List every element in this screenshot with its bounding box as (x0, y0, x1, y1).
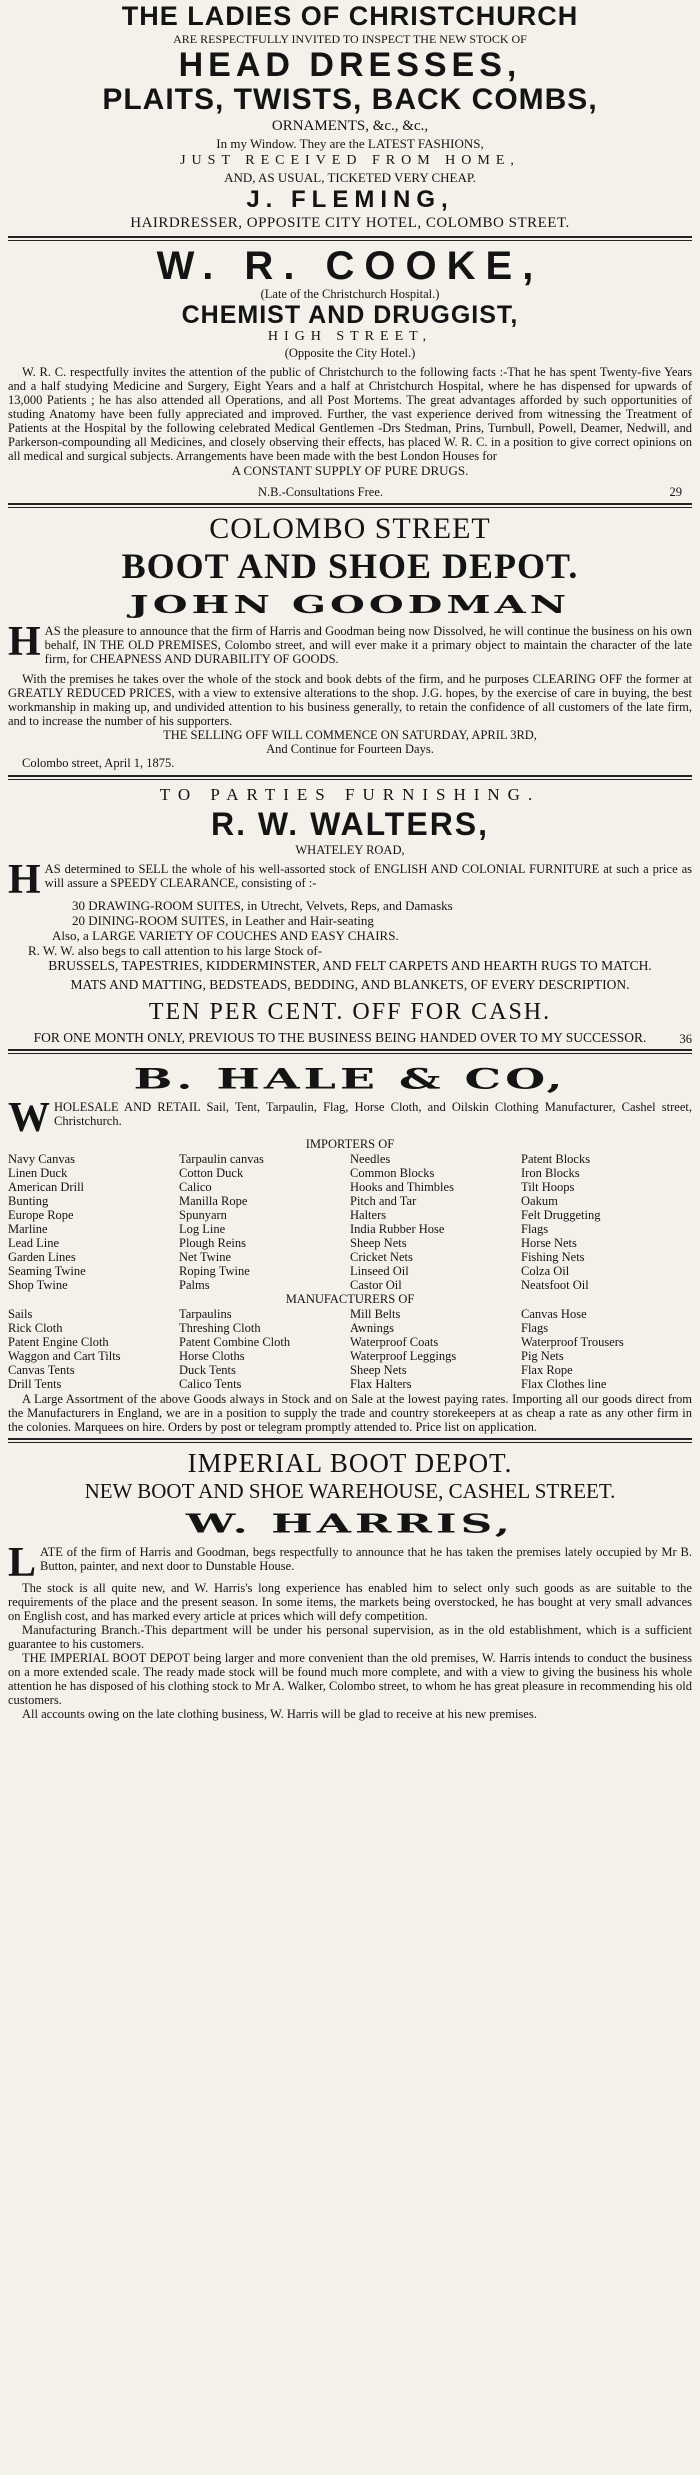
manufacturers-column (179, 1307, 350, 1391)
importers-item: Linseed Oil (350, 1264, 409, 1278)
walters-item4: R. W. W. also begs to call attention to his large Stock of- (28, 943, 323, 958)
manufacturers-item: Drill Tents (8, 1377, 62, 1391)
manufacturers-item: Waggon and Cart Tilts (8, 1349, 121, 1363)
cooke-supply: A CONSTANT SUPPLY OF PURE DRUGS. (231, 463, 469, 478)
importers-item: Neatsfoot Oil (521, 1278, 589, 1292)
importers-item: Lead Line (8, 1236, 60, 1250)
walters-parties: TO PARTIES FURNISHING. (159, 785, 541, 804)
manufacturers-table (8, 1307, 692, 1391)
head-dresses: HEAD DRESSES, (178, 46, 522, 84)
manufacturers-item: Patent Engine Cloth (8, 1335, 109, 1349)
plaits-line: PLAITS, TWISTS, BACK COMBS, (102, 83, 598, 116)
cooke-street: HIGH STREET, (267, 329, 433, 344)
goodman-title2: BOOT AND SHOE DEPOT. (121, 546, 579, 586)
goodman-body1: AS the pleasure to announce that the firm of Harris and Goodman being now Dissolved, he will continue the business on his own behalf, IN THE OLD PREMISES, Colombo street, and will ever make it a primary object to maintain the character of the late firm, for CHEAPNESS AND DURABILITY OF GOODS. (44, 624, 692, 666)
goodman-name: JOHN GOODMAN (129, 590, 571, 619)
walters-item2: 20 DINING-ROOM SUITES, in Leather and Hair-seating (72, 913, 374, 928)
harris-body1: ATE of the firm of Harris and Goodman, begs respectfully to announce that he has taken the premises lately occupied by Mr B. Button, painter, and next door to Dunstable House. (40, 1545, 692, 1573)
importers-item: Felt Druggeting (521, 1208, 601, 1222)
importers-item: Needles (350, 1152, 391, 1166)
manufacturers-column (521, 1307, 692, 1391)
importers-item: Oakum (521, 1194, 558, 1208)
importers-item: Tilt Hoops (521, 1180, 575, 1194)
hale-body: A Large Assortment of the above Goods always in Stock and on Sale at the lowest paying rates. Importing all our goods direct from the Manufacturers in England, we are in a position to supply the trade and country storekeepers at as cheap a rate as any other firm in the colonies. Marquees on hire. Orders by post or telegram promptly attended to. Price list on application. (8, 1392, 692, 1434)
goodman-body2: With the premises he takes over the whole of the stock and book debts of the firm, and he purposes CLEARING OFF the former at GREATLY REDUCED PRICES, with a view to extensive alterations to the shop. J.G. hopes, by the exercise of care in buying, the best workmanship in making up, and undivided attention to his business generally, to retain the confidence of all customers of the late firm, and to increase the number of his supporters. (8, 672, 692, 728)
importers-item: Navy Canvas (8, 1152, 75, 1166)
walters-item3: Also, a LARGE VARIETY OF COUCHES AND EASY CHAIRS. (52, 928, 399, 943)
ad-fleming (8, 1, 692, 232)
importers-item: Iron Blocks (521, 1166, 580, 1180)
importers-column (350, 1152, 521, 1292)
importers-item: Shop Twine (8, 1278, 68, 1292)
manufacturers-item: Waterproof Coats (350, 1335, 439, 1349)
fleming-name: J. FLEMING, (246, 186, 454, 213)
cooke-late: (Late of the Christchurch Hospital.) (260, 287, 440, 301)
importers-item: American Drill (8, 1180, 85, 1194)
cooke-name: W. R. COOKE, (156, 244, 544, 288)
importers-item: Europe Rope (8, 1208, 74, 1222)
manufacturers-item: Canvas Hose (521, 1307, 587, 1321)
harris-body2: The stock is all quite new, and W. Harris's long experience has enabled him to select only such goods as are suitable to the requirements of the place and the present season. In some items, the markets being overstocked, he has bought at very small advances on English cost, and has marked every article at prices which will defy competition. (8, 1581, 692, 1623)
importers-item: Sheep Nets (350, 1236, 407, 1250)
importers-item: Net Twine (179, 1250, 232, 1264)
importers-item: Flags (521, 1222, 549, 1236)
importers-item: Hooks and Thimbles (350, 1180, 454, 1194)
walters-name: R. W. WALTERS, (210, 806, 490, 842)
manufacturers-item: Sheep Nets (350, 1363, 407, 1377)
cooke-opposite: (Opposite the City Hotel.) (284, 346, 416, 360)
manufacturers-item: Patent Combine Cloth (179, 1335, 291, 1349)
importers-item: Calico (179, 1180, 212, 1194)
ornaments-line: ORNAMENTS, &c., &c., (271, 118, 429, 134)
manufacturers-item: Flags (521, 1321, 549, 1335)
goodman-date: Colombo street, April 1, 1875. (22, 756, 175, 770)
cooke-nb: N.B.-Consultations Free. (258, 485, 383, 499)
ad-hale (8, 1064, 692, 1434)
harris-title: IMPERIAL BOOT DEPOT. (187, 1448, 513, 1478)
importers-item: Marline (8, 1222, 48, 1236)
hale-intro: HOLESALE AND RETAIL Sail, Tent, Tarpaulin, Flag, Horse Cloth, and Oilskin Clothing Manufacturer, Cashel street, Christchurch. (54, 1100, 692, 1128)
importers-item: India Rubber Hose (350, 1222, 445, 1236)
importers-column (8, 1152, 179, 1292)
importers-item: Patent Blocks (521, 1152, 591, 1166)
manufacturers-item: Flax Rope (521, 1363, 573, 1377)
importers-column (179, 1152, 350, 1292)
importers-item: Bunting (8, 1194, 49, 1208)
manufacturers-item: Waterproof Trousers (521, 1335, 624, 1349)
hale-dropcap: W (8, 1095, 50, 1141)
importers-item: Linen Duck (8, 1166, 68, 1180)
manufacturers-item: Duck Tents (179, 1363, 236, 1377)
window-line: In my Window. They are the LATEST FASHIONS, (216, 136, 484, 151)
importers-item: Palms (179, 1278, 210, 1292)
importers-item: Cotton Duck (179, 1166, 244, 1180)
manufacturers-item: Pig Nets (521, 1349, 564, 1363)
manufacturers-item: Flax Halters (350, 1377, 412, 1391)
walters-road: WHATELEY ROAD, (295, 843, 405, 857)
ad-goodman (8, 512, 692, 771)
importers-item: Horse Nets (521, 1236, 577, 1250)
received-line: JUST RECEIVED FROM HOME, (180, 153, 520, 168)
walters-month: FOR ONE MONTH ONLY, PREVIOUS TO THE BUSINESS BEING HANDED OVER TO MY SUCCESSOR. (33, 1030, 647, 1045)
manufacturers-item: Awnings (350, 1321, 394, 1335)
importers-table (8, 1152, 692, 1292)
ad-walters (8, 784, 692, 1045)
harris-body3: Manufacturing Branch.-This department will be under his personal supervision, as in the old establishment, which is a sufficient guarantee to his customers. (8, 1623, 692, 1651)
importers-item: Castor Oil (350, 1278, 402, 1292)
walters-body1: AS determined to SELL the whole of his well-assorted stock of ENGLISH AND COLONIAL FURNITURE at such a price as will assure a SPEEDY CLEARANCE, consisting of :- (44, 862, 692, 890)
walters-dropcap: H (8, 857, 41, 903)
ticketed-line: AND, AS USUAL, TICKETED VERY CHEAP. (224, 170, 476, 185)
goodman-title: COLOMBO STREET (209, 512, 491, 545)
cooke-body: W. R. C. respectfully invites the attention of the public of Christchurch to the following facts :-That he has spent Twenty-five Years and a half studying Medicine and Surgery, Eight Years and a half at Christchurch Hospital, where he has dispensed for upwards of 13,000 Patients ; he has also attended all Operations, and all Post Mortems. The great advantages afforded by such opportunities of studing Anatomy have been fully appreciated and improved. Further, the vast experience derived from witnessing the Treatment of Patients at the Hospital by the following celebrated Medical Gentlemen -Drs Stedman, Prins, Turnbull, Powell, Deamer, Nedwill, and Parkerson-compounding all Medicines, and closely observing their effects, has placed W. R. C. in a position to give correct opinions on all medical and surgical subjects. Arrangements have been made with the best London Houses for (8, 365, 692, 463)
invited-line: ARE RESPECTFULLY INVITED TO INSPECT THE NEW STOCK OF (173, 32, 527, 46)
manufacturers-item: Canvas Tents (8, 1363, 75, 1377)
importers-item: Log Line (179, 1222, 226, 1236)
manufacturers-column (8, 1307, 179, 1391)
manufacturers-item: Horse Cloths (179, 1349, 245, 1363)
importers-item: Pitch and Tar (350, 1194, 417, 1208)
manufacturers-item: Threshing Cloth (179, 1321, 261, 1335)
importers-item: Roping Twine (179, 1264, 250, 1278)
harris-sub: NEW BOOT AND SHOE WAREHOUSE, CASHEL STREET. (84, 1479, 616, 1503)
importers-item: Seaming Twine (8, 1264, 86, 1278)
importers-item: Common Blocks (350, 1166, 435, 1180)
walters-mats: MATS AND MATTING, BEDSTEADS, BEDDING, AND BLANKETS, OF EVERY DESCRIPTION. (70, 977, 630, 992)
ladies-title: THE LADIES OF CHRISTCHURCH (121, 1, 579, 31)
ad-harris (8, 1447, 692, 1721)
divider (8, 1438, 692, 1443)
goodman-continue: And Continue for Fourteen Days. (266, 742, 434, 756)
manufacturers-item: Flax Clothes line (521, 1377, 607, 1391)
cooke-number: 29 (669, 485, 682, 499)
manufacturers-column (350, 1307, 521, 1391)
manufacturers-item: Calico Tents (179, 1377, 242, 1391)
hale-name: B. HALE & CO, (133, 1062, 567, 1096)
goodman-dropcap: H (8, 619, 41, 665)
importers-item: Garden Lines (8, 1250, 76, 1264)
divider (8, 775, 692, 780)
hale-importers: IMPORTERS OF (305, 1137, 395, 1151)
harris-body5: All accounts owing on the late clothing business, W. Harris will be glad to receive at his new premises. (22, 1707, 537, 1721)
ad-cooke (8, 245, 692, 499)
importers-item: Colza Oil (521, 1264, 570, 1278)
manufacturers-item: Waterproof Leggings (350, 1349, 457, 1363)
importers-item: Plough Reins (179, 1236, 247, 1250)
walters-number: 36 (679, 1032, 692, 1046)
manufacturers-item: Sails (8, 1307, 33, 1321)
harris-body4: THE IMPERIAL BOOT DEPOT being larger and more convenient than the old premises, W. Harris intends to conduct the business on a more extended scale. The ready made stock will be found much more complete, and with a view to giving the business his whole attention he has disposed of his clothing stock to Mr A. Walker, Colombo street, to whom he has great pleasure in recommending his old customers. (8, 1651, 692, 1707)
divider (8, 503, 692, 508)
hale-manufacturers: MANUFACTURERS OF (285, 1292, 415, 1306)
divider (8, 1049, 692, 1054)
manufacturers-item: Mill Belts (350, 1307, 401, 1321)
harris-name: W. HARRIS, (185, 1508, 515, 1539)
harris-dropcap: L (8, 1540, 37, 1586)
cooke-trade: CHEMIST AND DRUGGIST, (181, 301, 519, 329)
walters-ten: TEN PER CENT. OFF FOR CASH. (148, 999, 552, 1025)
fleming-address: HAIRDRESSER, OPPOSITE CITY HOTEL, COLOMBO STREET. (130, 215, 570, 231)
importers-item: Cricket Nets (350, 1250, 413, 1264)
divider (8, 236, 692, 241)
walters-item1: 30 DRAWING-ROOM SUITES, in Utrecht, Velvets, Reps, and Damasks (72, 898, 453, 913)
importers-item: Tarpaulin canvas (179, 1152, 264, 1166)
goodman-selling: THE SELLING OFF WILL COMMENCE ON SATURDAY, APRIL 3RD, (163, 728, 537, 742)
importers-item: Halters (350, 1208, 387, 1222)
importers-column (521, 1152, 692, 1292)
walters-brussels: BRUSSELS, TAPESTRIES, KIDDERMINSTER, AND FELT CARPETS AND HEARTH RUGS TO MATCH. (48, 958, 652, 973)
importers-item: Fishing Nets (521, 1250, 585, 1264)
importers-item: Spunyarn (179, 1208, 227, 1222)
manufacturers-item: Tarpaulins (179, 1307, 232, 1321)
importers-item: Manilla Rope (179, 1194, 248, 1208)
manufacturers-item: Rick Cloth (8, 1321, 63, 1335)
